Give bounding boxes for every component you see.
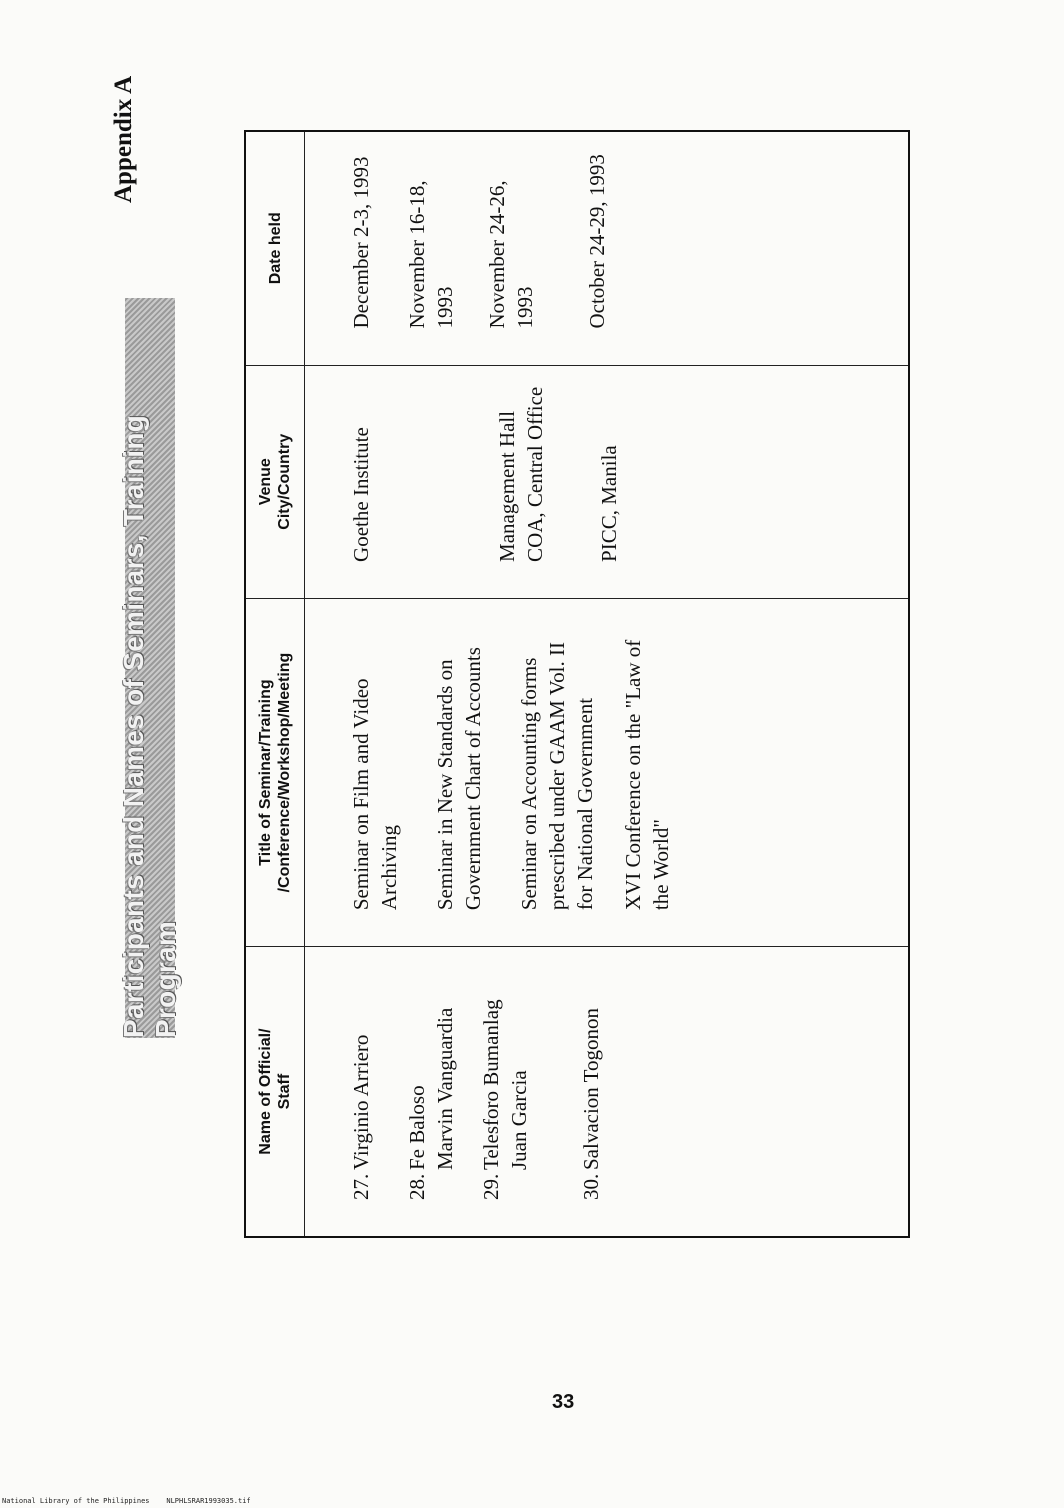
- seminar-title: Seminar on Accounting forms prescribed under GAAM Vol. II for National Government: [517, 642, 597, 911]
- date-held: November 16-18, 1993: [405, 180, 457, 329]
- page-title-banner: Participants and Names of Seminars, Training Program: [125, 298, 175, 1038]
- cell-dates: [305, 131, 910, 365]
- venue: Management Hall COA, Central Office: [495, 386, 547, 562]
- cell-titles: [305, 598, 910, 946]
- header-name: [245, 947, 305, 1237]
- header-name-line1: Name of Official/: [257, 1028, 274, 1155]
- header-title-line2: /Conference/Workshop/Meeting: [276, 652, 293, 893]
- header-venue-line1: Venue: [257, 458, 274, 506]
- header-venue-line2: City/Country: [276, 433, 293, 530]
- scan-footer: National Library of the Philippines NLPHLSRAR1993035.tif: [2, 1497, 251, 1505]
- table-row: [305, 131, 910, 1237]
- participant-name: Marvin Vanguardia: [433, 1007, 457, 1170]
- participant-name: Telesforo Bumanlag: [479, 999, 503, 1170]
- row-number: 29.: [479, 1173, 503, 1200]
- seminar-title: XVI Conference on the "Law of the World": [621, 639, 673, 911]
- cell-names: [305, 947, 910, 1237]
- row-number: 27.: [349, 1173, 373, 1200]
- header-title-line1: Title of Seminar/Training: [257, 679, 274, 866]
- participants-table: [244, 130, 910, 1238]
- table-header-row: [245, 131, 305, 1237]
- participant-name: Virginio Arriero: [349, 1034, 373, 1170]
- participant-name: Salvacion Togonon: [579, 1007, 603, 1170]
- seminar-title: Seminar in New Standards on Government Chart of Accounts: [433, 647, 485, 911]
- header-name-line2: Staff: [276, 1073, 293, 1110]
- participant-name: Juan Garcia: [507, 1070, 531, 1170]
- header-venue: [245, 365, 305, 598]
- seminar-title: Seminar on Film and Video Archiving: [349, 678, 401, 911]
- participant-name: Fe Baloso: [405, 1085, 429, 1170]
- date-held: October 24-29, 1993: [585, 154, 609, 329]
- date-held: December 2-3, 1993: [349, 156, 373, 329]
- appendix-label: Appendix A: [110, 75, 137, 203]
- cell-venues: [305, 365, 910, 598]
- venue: Goethe Institute: [349, 427, 373, 562]
- header-date: [245, 131, 305, 365]
- row-number: 28.: [405, 1173, 429, 1200]
- page-number: 33: [552, 1391, 575, 1413]
- header-date-line1: Date held: [266, 212, 284, 285]
- row-number: 30.: [579, 1173, 603, 1200]
- date-held: November 24-26, 1993: [485, 180, 537, 329]
- header-title: [245, 598, 305, 946]
- venue: PICC, Manila: [597, 445, 621, 562]
